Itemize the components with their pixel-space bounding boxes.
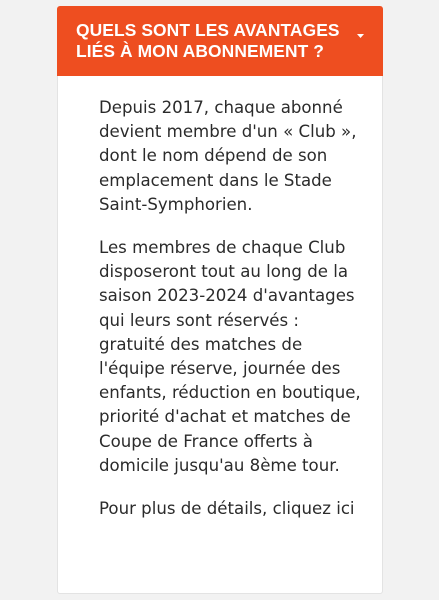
- faq-answer-paragraph: Les membres de chaque Club disposeront tout au long de la saison 2023-2024 d'avantages qui leurs sont réservés : gratuité des matches de l'équipe réserve, journée des enfants, réduction en boutique, priorité d'achat et matches de Coupe de France offerts à domicile jusqu'au 8ème tour.: [99, 238, 361, 475]
- details-text: Pour plus de détails, cliquez: [99, 499, 337, 519]
- faq-answer-paragraph: Depuis 2017, chaque abonné devient membre d'un « Club », dont le nom dépend de son emplacement dans le Stade Saint-Symphorien.: [99, 98, 357, 214]
- details-link[interactable]: ici: [336, 499, 355, 519]
- faq-question-title: QUELS SONT LES AVANTAGES LIÉS À MON ABONNEMENT ?: [76, 20, 340, 61]
- faq-answer-paragraph: [99, 497, 362, 521]
- faq-question-header[interactable]: [57, 6, 383, 76]
- faq-answer-panel: [57, 76, 383, 594]
- chevron-down-icon[interactable]: [357, 33, 364, 39]
- faq-accordion-item: [57, 6, 383, 594]
